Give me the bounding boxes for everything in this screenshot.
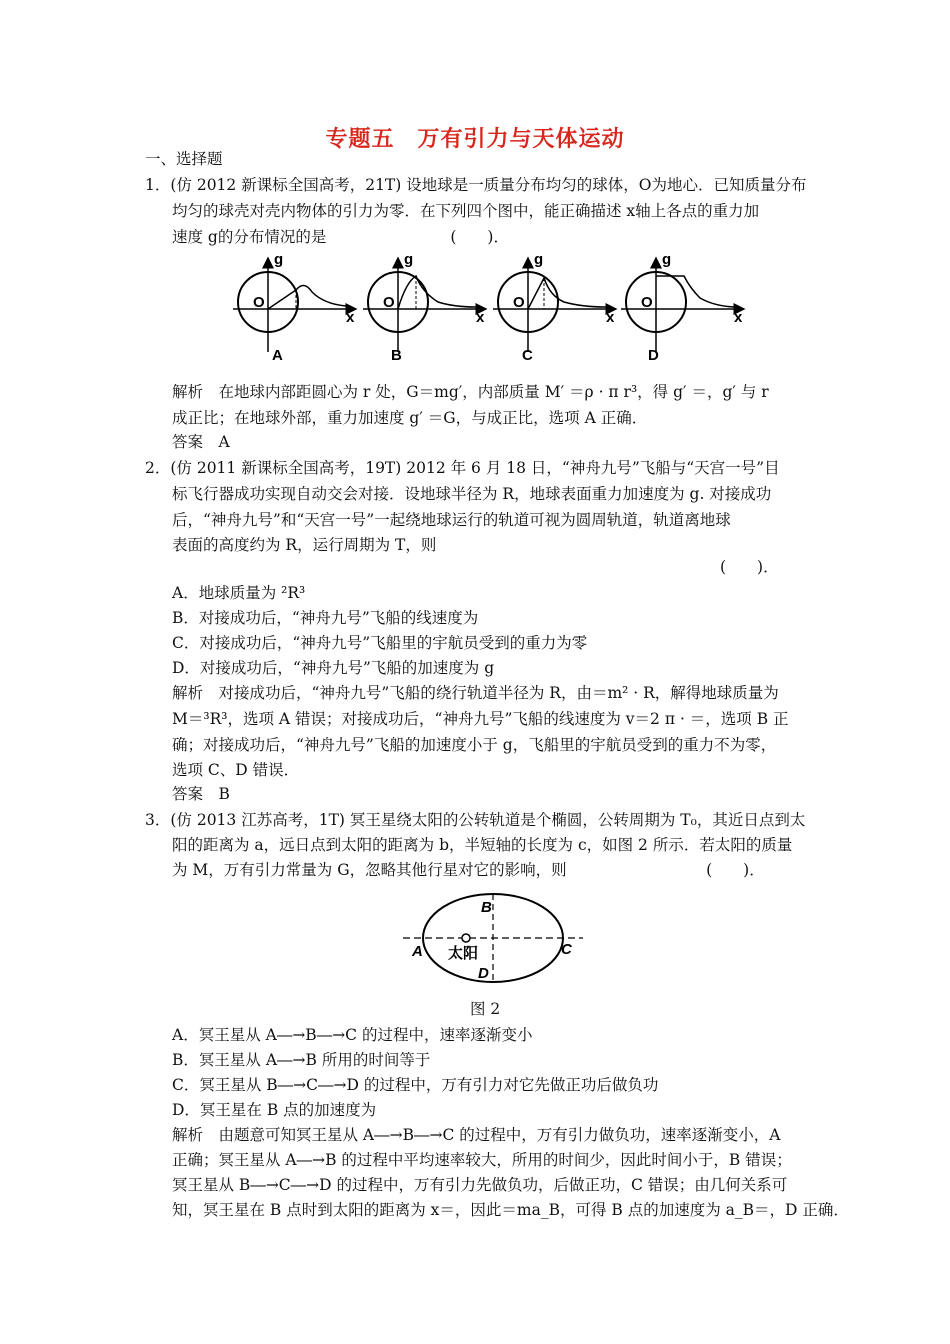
q1-figure: [228, 252, 748, 370]
g-axis-label: g: [274, 252, 284, 268]
q3-figure-caption: 图 2: [470, 1000, 501, 1018]
q2-option-d: D．对接成功后，“神舟九号”飞船的加速度为 g: [172, 659, 495, 677]
q3-analysis-line: 正确；冥王星从 A―→B 的过程中平均速率较大，所用的时间少，因此时间小于，B 错误；: [172, 1151, 792, 1169]
q3-stem-line: 3．(仿 2013 江苏高考，1T) 冥王星绕太阳的公转轨道是个椭圆，公转周期为 T₀，其近日点到太: [145, 811, 806, 829]
q1-analysis-line: 解析 在地球内部距圆心为 r 处，G＝mg′，内部质量 M′ ＝ρ · π r³，得 g′ ＝，g′ 与 r: [172, 383, 769, 401]
q3-option-b: B．冥王星从 A―→B 所用的时间等于: [172, 1051, 431, 1069]
q2-option-a: A．地球质量为 ²R³: [172, 584, 306, 602]
option-label-a: A: [272, 347, 283, 364]
option-label-d: D: [648, 347, 659, 364]
q3-analysis-line: 知，冥王星在 B 点时到太阳的距离为 x＝，因此＝ma_B，可得 B 点的加速度为 a_B＝，D 正确．: [172, 1201, 849, 1219]
x-axis-label: x: [346, 309, 355, 326]
q1-graph-c: [493, 252, 616, 364]
q2-option-b: B．对接成功后，“神舟九号”飞船的线速度为: [172, 609, 479, 627]
q1-answer: 答案 A: [172, 433, 230, 451]
q3-stem-line: 为 M，万有引力常量为 G，忽略其他行星对它的影响，则 ( )．: [172, 861, 765, 879]
sun-marker: [462, 934, 470, 942]
g-axis-label: g: [662, 252, 672, 268]
q2-stem-line: 后，“神舟九号”和“天宫一号”一起绕地球运行的轨道可视为圆周轨道，轨道离地球: [172, 511, 731, 529]
q3-analysis-line: 冥王星从 B―→C―→D 的过程中，万有引力先做负功，后做正功，C 错误；由几何关系可: [172, 1176, 788, 1194]
q2-stem-line: 2．(仿 2011 新课标全国高考，19T) 2012 年 6 月 18 日，“神舟九号”飞船与“天宫一号”目: [145, 459, 780, 477]
q3-orbit-figure: [398, 892, 588, 992]
q2-option-c: C．对接成功后，“神舟九号”飞船里的宇航员受到的重力为零: [172, 634, 588, 652]
q1-analysis-line: 成正比；在地球外部，重力加速度 g′ ＝G，与成正比，选项 A 正确．: [172, 409, 648, 427]
x-axis-label: x: [606, 309, 615, 326]
origin-label: O: [383, 294, 395, 311]
x-axis-label: x: [734, 309, 743, 326]
q2-answer: 答案 B: [172, 785, 230, 803]
option-label-b: B: [391, 347, 402, 364]
q1-graph-b: [363, 252, 486, 364]
origin-label: O: [253, 294, 265, 311]
point-label-d: D: [478, 965, 489, 982]
q3-option-d: D．冥王星在 B 点的加速度为: [172, 1101, 377, 1119]
q1-stem-line: 1．(仿 2012 新课标全国高考，21T) 设地球是一质量分布均匀的球体，O为地心．已知质量分布: [145, 176, 807, 194]
point-label-b: B: [481, 899, 492, 916]
x-axis-label: x: [476, 309, 485, 326]
q2-analysis-line: 确；对接成功后，“神舟九号”飞船的加速度小于 g，飞船里的宇航员受到的重力不为零，: [172, 736, 777, 754]
origin-label: O: [513, 294, 525, 311]
sun-label: 太阳: [448, 944, 479, 962]
q2-analysis-line: M＝³R³，选项 A 错误；对接成功后，“神舟九号”飞船的线速度为 v＝2 π · ＝，选项 B 正: [172, 710, 789, 728]
origin-label: O: [641, 294, 653, 311]
point-label-a: A: [412, 943, 423, 960]
q2-analysis-line: 解析 对接成功后，“神舟九号”飞船的绕行轨道半径为 R，由＝m² · R，解得地球质量为: [172, 684, 779, 702]
q2-analysis-line: 选项 C、D 错误．: [172, 761, 300, 779]
g-axis-label: g: [534, 252, 544, 268]
q1-graph-d: [621, 252, 744, 364]
point-label-c: C: [561, 941, 572, 958]
q3-analysis-line: 解析 由题意可知冥王星从 A―→B―→C 的过程中，万有引力做负功，速率逐渐变小，A: [172, 1126, 781, 1144]
q2-answer-paren: ( )．: [720, 558, 779, 576]
q3-stem-line: 阳的距离为 a，远日点到太阳的距离为 b，半短轴的长度为 c，如图 2 所示．若太阳的质量: [172, 836, 793, 854]
g-axis-label: g: [404, 252, 414, 268]
option-label-c: C: [522, 347, 533, 364]
page-title: 专题五 万有引力与天体运动: [325, 127, 625, 152]
q1-stem-line: 速度 g的分布情况的是 ( )．: [172, 228, 509, 246]
q2-stem-line: 标飞行器成功实现自动交会对接．设地球半径为 R，地球表面重力加速度为 g. 对接成功: [172, 485, 772, 503]
q3-option-c: C．冥王星从 B―→C―→D 的过程中，万有引力对它先做正功后做负功: [172, 1076, 659, 1094]
section-heading: 一、选择题: [145, 150, 223, 168]
q3-option-a: A．冥王星从 A―→B―→C 的过程中，速率逐渐变小: [172, 1026, 533, 1044]
q2-stem-line: 表面的高度约为 R，运行周期为 T，则: [172, 536, 437, 554]
q1-graph-a: [233, 252, 356, 364]
q1-stem-line: 均匀的球壳对壳内物体的引力为零．在下列四个图中，能正确描述 x轴上各点的重力加: [172, 202, 760, 220]
